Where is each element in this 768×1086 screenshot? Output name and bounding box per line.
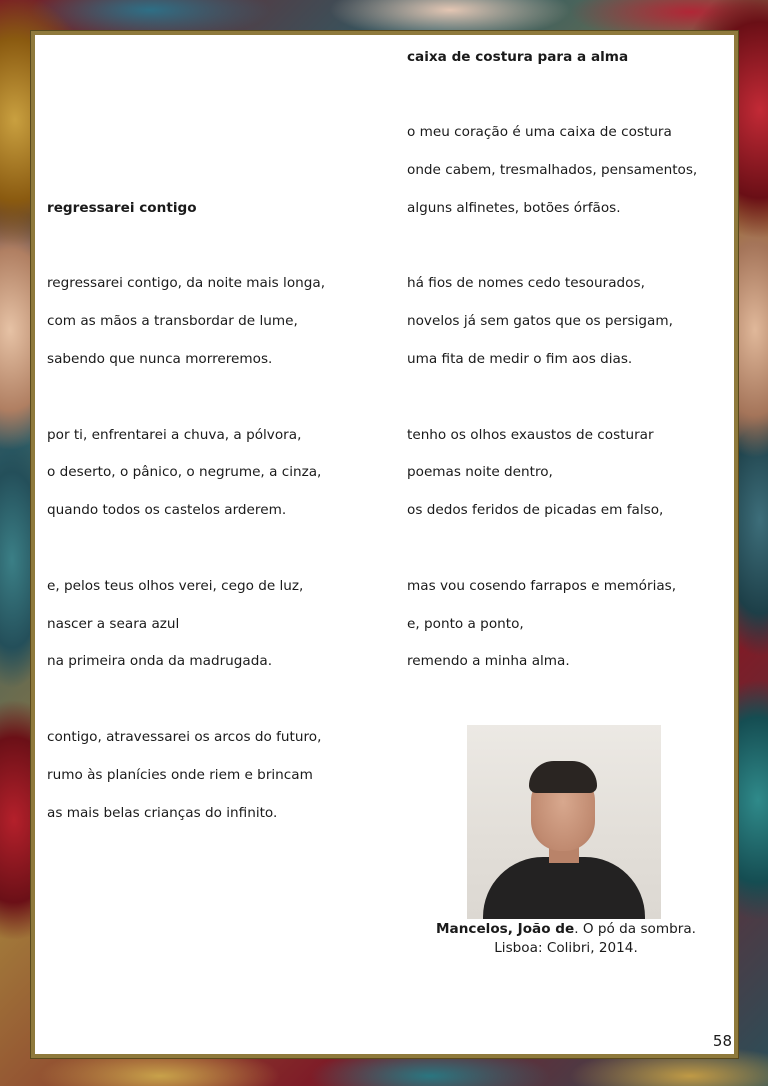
poem-line: e, pelos teus olhos verei, cego de luz, (47, 578, 304, 594)
poem-line: nascer a seara azul (47, 616, 180, 632)
poem-line: há fios de nomes cedo tesourados, (407, 275, 645, 291)
poem-line: os dedos feridos de picadas em falso, (407, 502, 664, 518)
poem-line: alguns alfinetes, botões órfãos. (407, 200, 621, 216)
page-sheet (31, 31, 738, 1058)
poem-line: remendo a minha alma. (407, 653, 570, 669)
page-number: 58 (712, 1032, 732, 1050)
caption-publisher: Lisboa: Colibri, 2014. (494, 940, 638, 956)
poem-line: e, ponto a ponto, (407, 616, 524, 632)
poem-line: uma fita de medir o fim aos dias. (407, 351, 633, 367)
poem-line: o deserto, o pânico, o negrume, a cinza, (47, 464, 322, 480)
poem-line: o meu coração é uma caixa de costura (407, 124, 672, 140)
poem-line: na primeira onda da madrugada. (47, 653, 273, 669)
author-photo (467, 725, 661, 919)
right-poem-title: caixa de costura para a alma (407, 49, 629, 65)
caption-author: Mancelos, João de (436, 921, 575, 937)
caption-work: . O pó da sombra. (574, 921, 696, 937)
author-photo-shirt (483, 857, 645, 919)
author-photo-hair (529, 761, 597, 793)
poem-line: quando todos os castelos arderem. (47, 502, 287, 518)
poem-line: rumo às planícies onde riem e brincam (47, 767, 313, 783)
poem-line: com as mãos a transbordar de lume, (47, 313, 298, 329)
left-poem-title: regressarei contigo (47, 200, 197, 216)
poem-line: mas vou cosendo farrapos e memórias, (407, 578, 677, 594)
poem-line: por ti, enfrentarei a chuva, a pólvora, (47, 427, 302, 443)
poem-line: onde cabem, tresmalhados, pensamentos, (407, 162, 698, 178)
poem-line: novelos já sem gatos que os persigam, (407, 313, 673, 329)
poem-line: regressarei contigo, da noite mais longa, (47, 275, 326, 291)
poem-line: contigo, atravessarei os arcos do futuro, (47, 729, 322, 745)
author-caption (407, 920, 725, 958)
poem-line: poemas noite dentro, (407, 464, 553, 480)
poem-line: as mais belas crianças do infinito. (47, 805, 278, 821)
poem-line: sabendo que nunca morreremos. (47, 351, 273, 367)
poem-line: tenho os olhos exaustos de costurar (407, 427, 654, 443)
caption-citation (407, 920, 725, 939)
